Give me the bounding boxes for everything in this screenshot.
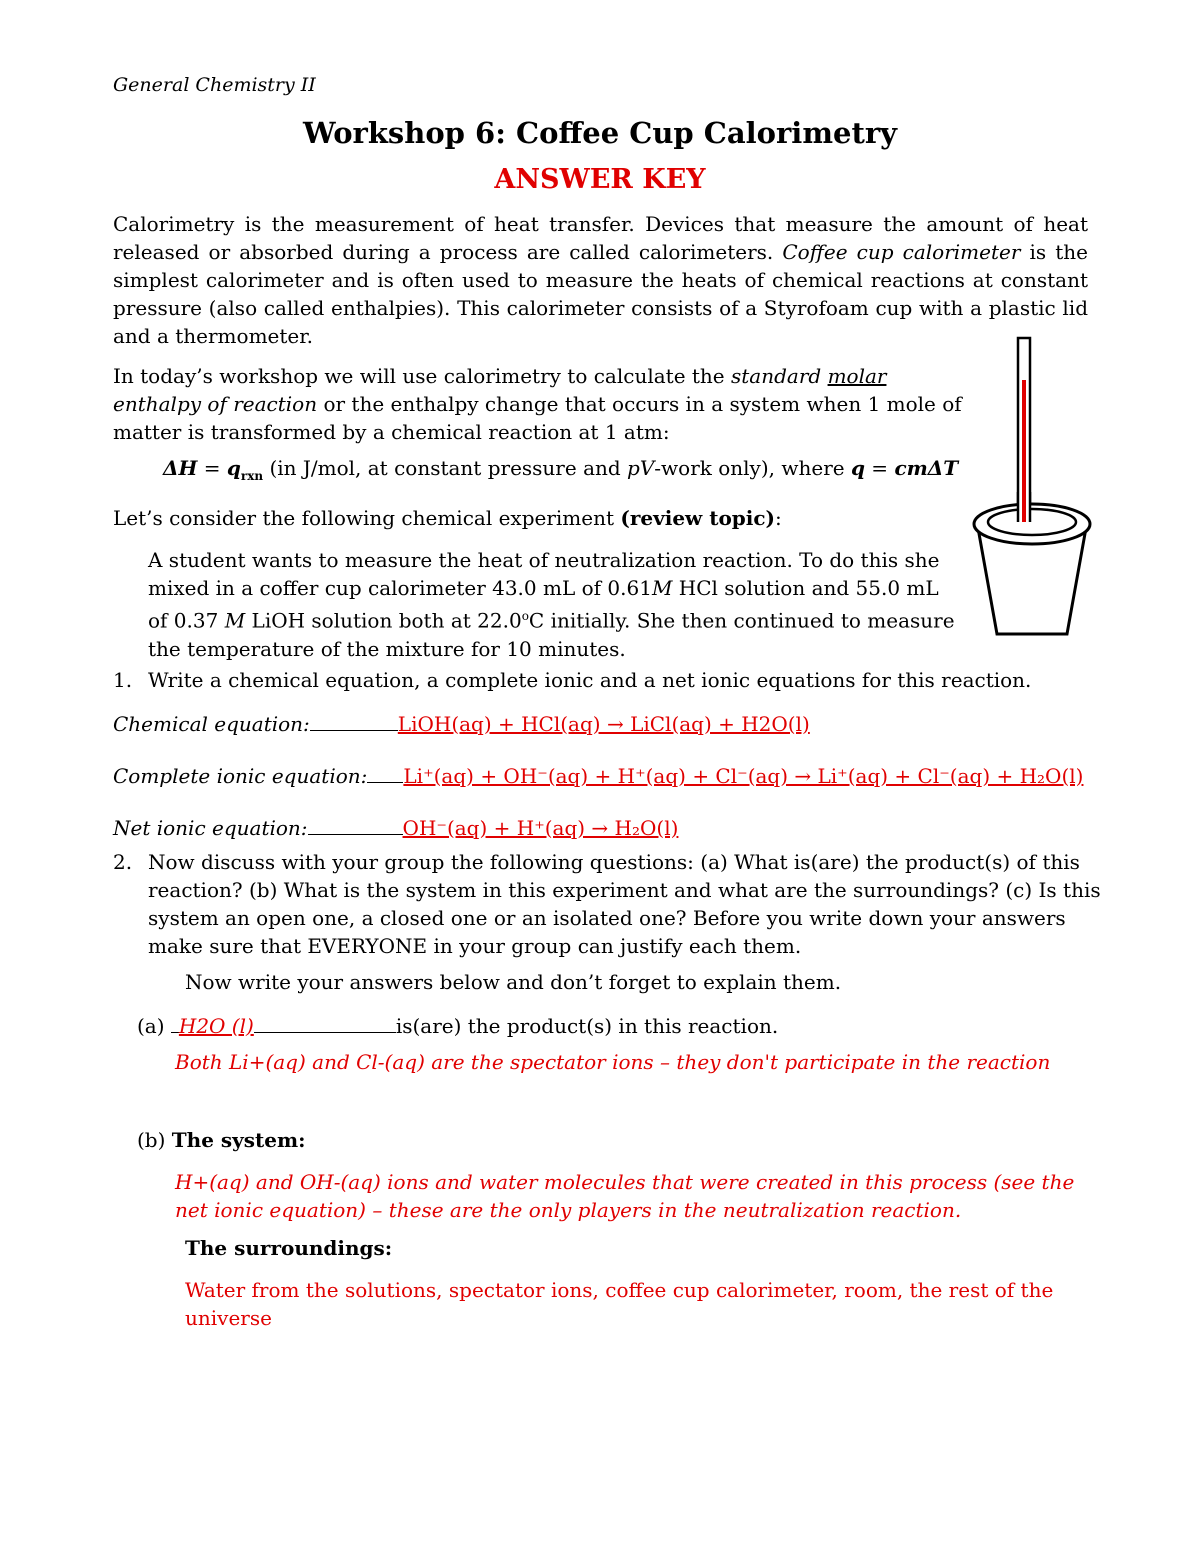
problem-statement: A student wants to measure the heat of neutralization reaction. To do this she mixed in a coffer cup calorimeter 43.0 mL of 0.61M HCl solution and 55.0 mL of 0.37 M LiOH solution both at 22.0$^o$C initially. She then continued to measure the temperature of the mixture for 10 minutes. [148, 548, 955, 661]
coffee-cup-calorimeter-illustration [962, 332, 1102, 644]
workshop-paragraph: In today’s workshop we will use calorimetry to calculate the standard molar enthalpy of reaction or the enthalpy change that occurs in a system when 1 mole of matter is transformed by a chemical reaction at 1 atm: [113, 364, 962, 444]
answer-key-heading: ANSWER KEY [494, 164, 706, 195]
surroundings-label: The surroundings: [185, 1236, 393, 1260]
answer-b: (b) The system: [137, 1128, 306, 1152]
course-header: General Chemistry II [113, 74, 316, 96]
question-1: 1. Write a chemical equation, a complete ionic and a net ionic equations for this reaction. [113, 668, 1032, 692]
answer-a-product: H2O (l) [178, 1014, 254, 1038]
complete-ionic-equation-answer: Li⁺(aq) + OH⁻(aq) + H⁺(aq) + Cl⁻(aq) → Li⁺(aq) + Cl⁻(aq) + H₂O(l) [403, 764, 1084, 788]
molar-term: molar [827, 364, 887, 388]
enthalpy-formula: $\Delta H = q_{rxn}$ (in J/mol, at constant pressure and pV-work only), where q = cmΔT [163, 456, 959, 483]
instructions-line: Now write your answers below and don’t forget to explain them. [185, 970, 842, 994]
chemical-equation-answer: LiOH(aq) + HCl(aq) → LiCl(aq) + H2O(l) [397, 712, 810, 736]
system-answer: H+(aq) and OH-(aq) ions and water molecules that were created in this process (see the net ionic equation) – these are the only players in the neutralization reaction. [175, 1170, 1075, 1222]
net-ionic-equation-answer: OH⁻(aq) + H⁺(aq) → H₂O(l) [402, 816, 679, 840]
page-title: Workshop 6: Coffee Cup Calorimetry [303, 116, 897, 150]
complete-ionic-equation-line: Complete ionic equation: Li⁺(aq) + OH⁻(aq) + H⁺(aq) + Cl⁻(aq) → Li⁺(aq) + Cl⁻(aq) + H₂O(l) [113, 760, 1083, 788]
question-2: 2. Now discuss with your group the following questions: (a) What is(are) the product(s) of this reaction? (b) What is the system in this experiment and what are the surroundings? (c) Is this system an open one, a closed one or an isolated one? Before you write down your answers make sure that EVERYONE in your group can justify each them. [113, 850, 1101, 958]
intro-paragraph: Calorimetry is the measurement of heat transfer. Devices that measure the amount of heat released or absorbed during a process are called calorimeters. Coffee cup calorimeter is the simplest calorimeter and is often used to measure the heats of chemical reactions at constant pressure (also called enthalpies). This calorimeter consists of a Styrofoam cup with a plastic lid and a thermometer. [113, 212, 1088, 348]
term-coffee-cup: Coffee cup calorimeter [782, 240, 1021, 264]
consider-line: Let’s consider the following chemical experiment (review topic): [113, 506, 782, 530]
answer-a-note: Both Li+(aq) and Cl-(aq) are the spectator ions – they don't participate in the reaction [175, 1050, 1051, 1074]
answer-a: (a) H2O (l) is(are) the product(s) in this reaction. [137, 1010, 778, 1038]
surroundings-answer: Water from the solutions, spectator ions, coffee cup calorimeter, room, the rest of the universe [185, 1278, 1054, 1330]
cup-lid [988, 509, 1076, 535]
net-ionic-equation-line: Net ionic equation: OH⁻(aq) + H⁺(aq) → H₂O(l) [113, 812, 678, 840]
chemical-equation-line: Chemical equation: LiOH(aq) + HCl(aq) → LiCl(aq) + H2O(l) [113, 708, 810, 736]
